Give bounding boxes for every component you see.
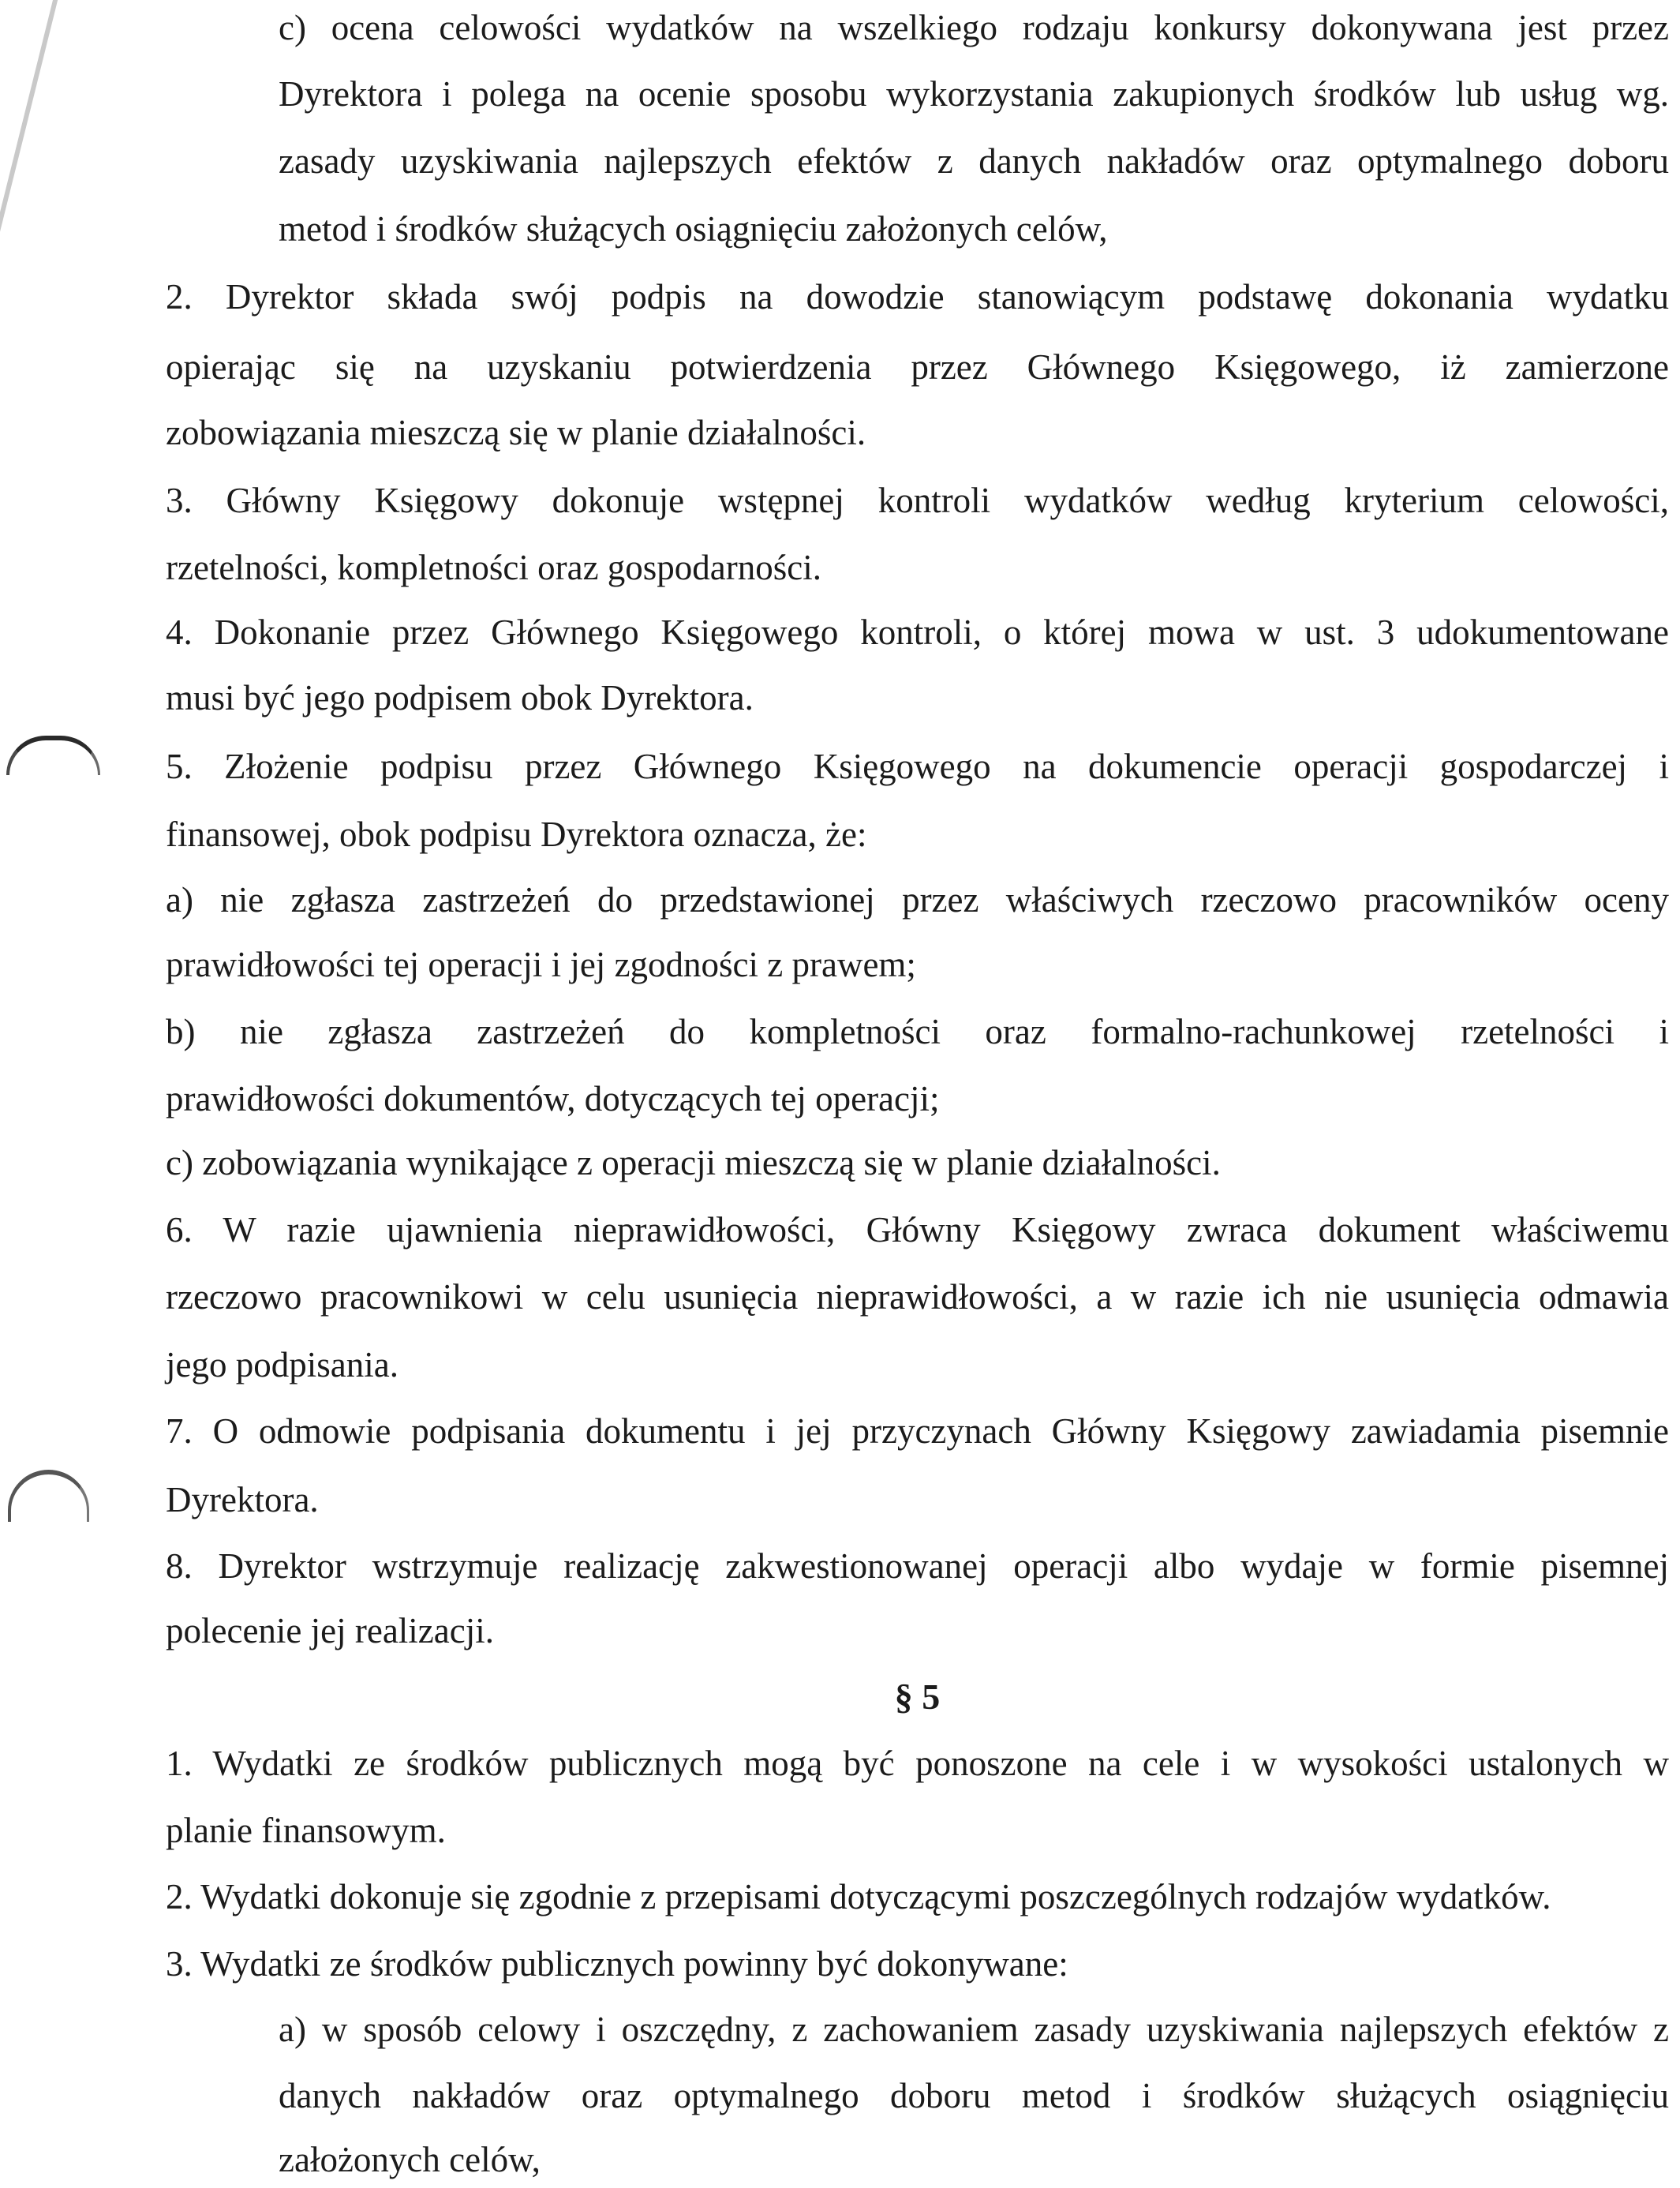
text-line: jego podpisania. xyxy=(166,1345,398,1384)
text-line: 2. Wydatki dokonuje się zgodnie z przepisami dotyczącymi poszczególnych rodzajów wydatków. xyxy=(166,1877,1551,1916)
punch-hole-mark xyxy=(8,1470,89,1522)
text-line: a) w sposób celowy i oszczędny, z zachowaniem zasady uzyskiwania najlepszych efektów z xyxy=(279,2010,1669,2049)
text-line: 4. Dokonanie przez Głównego Księgowego kontroli, o której mowa w ust. 3 udokumentowane xyxy=(166,613,1669,652)
text-line: prawidłowości tej operacji i jej zgodności z prawem; xyxy=(166,945,916,984)
text-line: b) nie zgłasza zastrzeżeń do kompletności oraz formalno-rachunkowej rzetelności i xyxy=(166,1012,1669,1051)
text-line: a) nie zgłasza zastrzeżeń do przedstawionej przez właściwych rzeczowo pracowników oceny xyxy=(166,880,1669,920)
scan-edge-shadow xyxy=(0,0,71,260)
text-line: prawidłowości dokumentów, dotyczących tej operacji; xyxy=(166,1079,940,1118)
text-line: finansowej, obok podpisu Dyrektora oznacza, że: xyxy=(166,815,867,854)
text-line: Dyrektora i polega na ocenie sposobu wykorzystania zakupionych środków lub usług wg. xyxy=(279,74,1669,114)
text-line: 5. Złożenie podpisu przez Głównego Księgowego na dokumencie operacji gospodarczej i xyxy=(166,747,1669,786)
text-line: opierając się na uzyskaniu potwierdzenia przez Głównego Księgowego, iż zamierzone xyxy=(166,347,1669,387)
text-line: zobowiązania mieszczą się w planie działalności. xyxy=(166,413,866,452)
text-line: 8. Dyrektor wstrzymuje realizację zakwestionowanej operacji albo wydaje w formie pisemnej xyxy=(166,1546,1669,1586)
section-heading: § 5 xyxy=(894,1677,941,1717)
text-line: rzetelności, kompletności oraz gospodarności. xyxy=(166,548,822,587)
text-line: 7. O odmowie podpisania dokumentu i jej przyczynach Główny Księgowy zawiadamia pisemnie xyxy=(166,1411,1669,1451)
text-line: danych nakładów oraz optymalnego doboru metod i środków służących osiągnięciu xyxy=(279,2076,1669,2115)
text-line: 3. Wydatki ze środków publicznych powinny być dokonywane: xyxy=(166,1944,1068,1984)
text-line: c) ocena celowości wydatków na wszelkiego rodzaju konkursy dokonywana jest przez xyxy=(279,8,1669,47)
text-line: Dyrektora. xyxy=(166,1480,319,1519)
text-line: 1. Wydatki ze środków publicznych mogą być ponoszone na cele i w wysokości ustalonych w xyxy=(166,1744,1669,1783)
punch-hole-mark xyxy=(6,736,100,775)
text-line: metod i środków służących osiągnięciu założonych celów, xyxy=(279,209,1108,249)
text-line: polecenie jej realizacji. xyxy=(166,1611,494,1650)
text-line: 6. W razie ujawnienia nieprawidłowości, Główny Księgowy zwraca dokument właściwemu xyxy=(166,1210,1669,1249)
text-line: musi być jego podpisem obok Dyrektora. xyxy=(166,678,754,717)
text-line: 2. Dyrektor składa swój podpis na dowodzie stanowiącym podstawę dokonania wydatku xyxy=(166,277,1669,317)
text-line: założonych celów, xyxy=(279,2140,541,2179)
text-line: rzeczowo pracownikowi w celu usunięcia nieprawidłowości, a w razie ich nie usunięcia odmawia xyxy=(166,1277,1669,1317)
text-line: planie finansowym. xyxy=(166,1811,446,1850)
text-line: 3. Główny Księgowy dokonuje wstępnej kontroli wydatków według kryterium celowości, xyxy=(166,481,1669,520)
text-line: c) zobowiązania wynikające z operacji mieszczą się w planie działalności. xyxy=(166,1143,1221,1182)
text-line: zasady uzyskiwania najlepszych efektów z danych nakładów oraz optymalnego doboru xyxy=(279,141,1669,181)
